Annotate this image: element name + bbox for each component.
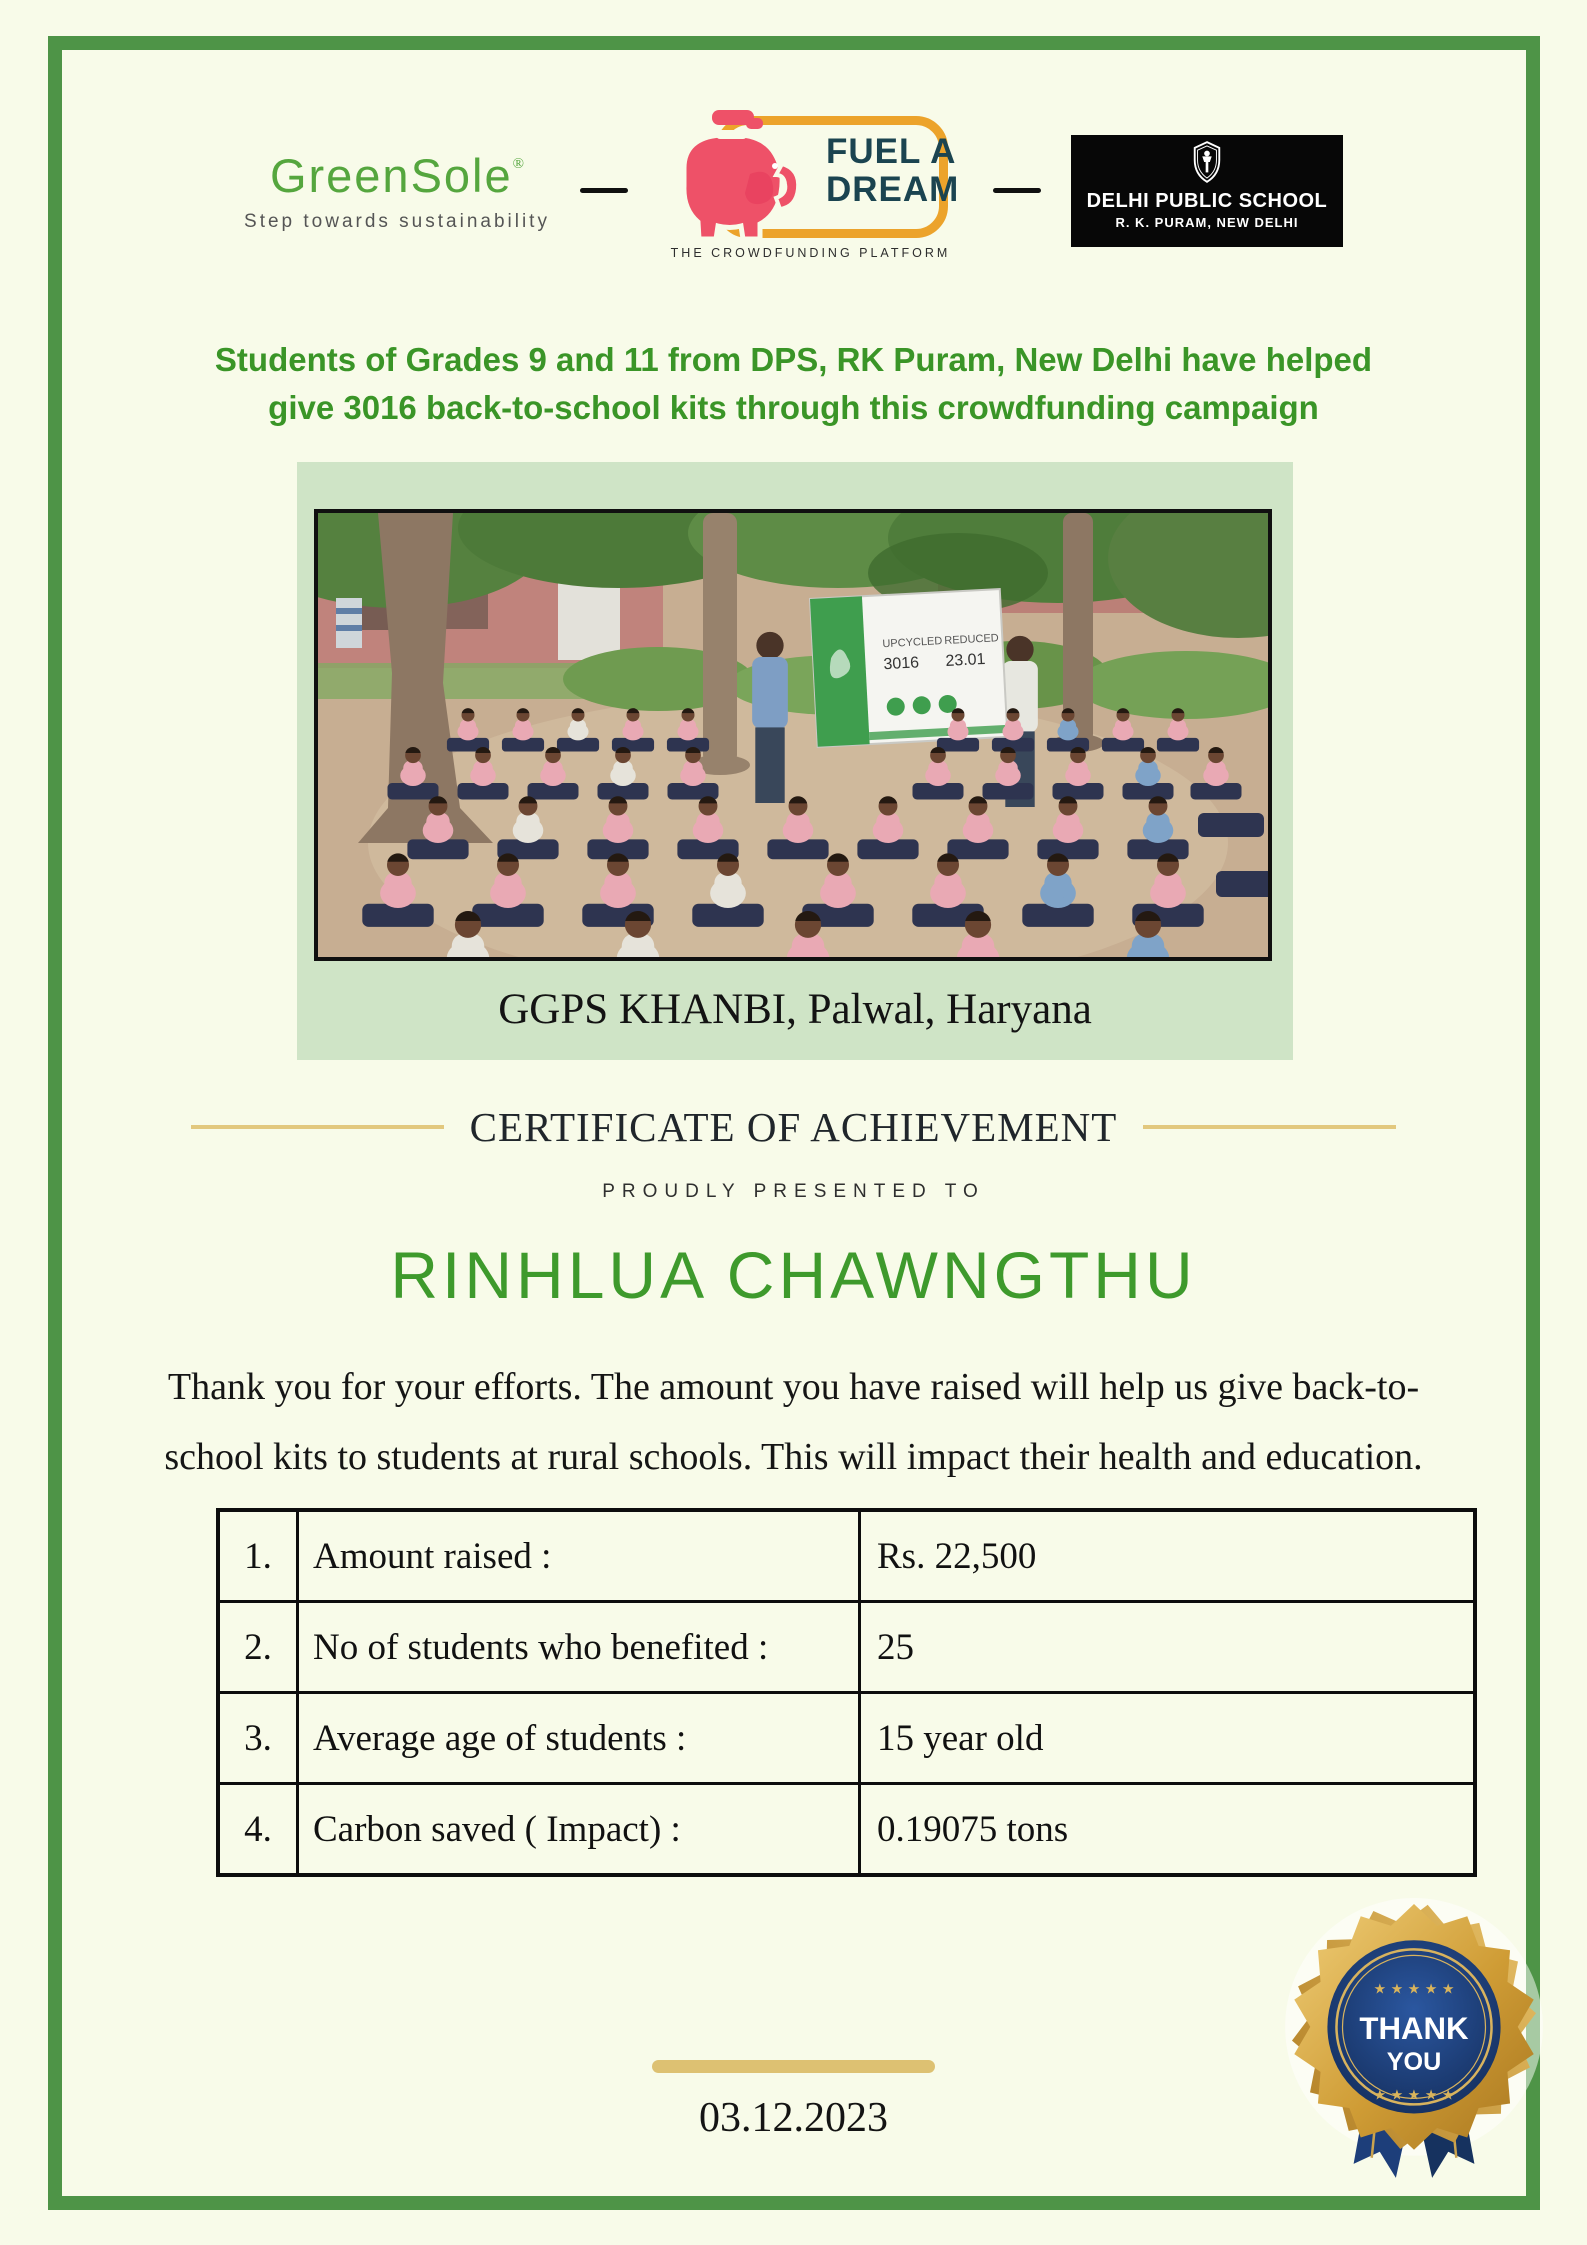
dps-shield-icon <box>1190 141 1224 183</box>
photo-caption: GGPS KHANBI, Palwal, Haryana <box>498 986 1092 1033</box>
row-label: Amount raised : <box>298 1510 860 1602</box>
school-photo-illustration <box>318 513 1268 957</box>
elephant-piggybank-icon <box>654 102 829 257</box>
badge-stars-bottom: ★ ★ ★ ★ ★ <box>1373 2087 1455 2104</box>
campaign-banner <box>810 589 1007 747</box>
impact-table <box>216 1508 1477 1877</box>
gold-rule-left <box>191 1125 444 1129</box>
certificate-date: 03.12.2023 <box>699 2095 888 2141</box>
svg-text:REDUCED: REDUCED <box>944 632 1000 648</box>
table-row <box>218 1510 1475 1602</box>
table-row <box>218 1784 1475 1876</box>
message-line1: Thank you for your efforts. The amount you have raised will help us give back-to- <box>167 1366 1420 1408</box>
row-value: Rs. 22,500 <box>860 1510 1476 1602</box>
separator-dash-icon <box>580 188 628 193</box>
photo-panel <box>297 462 1293 1060</box>
badge-text-you: YOU <box>1386 2048 1442 2077</box>
thank-you-message <box>0 1352 1587 1492</box>
row-label: No of students who benefited : <box>298 1602 860 1693</box>
school-photo <box>314 509 1272 961</box>
greensole-wordmark <box>244 148 550 203</box>
logo-row <box>0 108 1587 273</box>
certificate-title: CERTIFICATE OF ACHIEVEMENT <box>469 1104 1118 1150</box>
row-value: 25 <box>860 1602 1476 1693</box>
fueladream-title-line2: DREAM <box>825 170 960 209</box>
row-number: 4. <box>218 1784 298 1876</box>
svg-text:3016: 3016 <box>883 654 920 674</box>
table-row <box>218 1602 1475 1693</box>
thank-you-badge <box>1283 1898 1545 2190</box>
row-number: 1. <box>218 1510 298 1602</box>
greensole-name: GreenSole <box>269 149 513 202</box>
fueladream-tagline: THE CROWDFUNDING PLATFORM <box>670 246 951 260</box>
dps-logo <box>1071 135 1343 247</box>
row-label: Average age of students : <box>298 1693 860 1784</box>
badge-text-thank: THANK <box>1359 2010 1469 2046</box>
dps-name: DELHI PUBLIC SCHOOL <box>1086 189 1328 212</box>
headline-line2: give 3016 back-to-school kits through this crowdfunding campaign <box>268 389 1319 426</box>
separator-dash-icon <box>993 188 1041 193</box>
row-value: 0.19075 tons <box>860 1784 1476 1876</box>
greensole-logo <box>244 148 550 233</box>
recipient-name: RINHLUA CHAWNGTHU <box>390 1238 1197 1312</box>
row-number: 2. <box>218 1602 298 1693</box>
headline-line1: Students of Grades 9 and 11 from DPS, RK Puram, New Delhi have helped <box>214 341 1373 378</box>
gold-divider <box>652 2060 935 2073</box>
greensole-tagline: Step towards sustainability <box>244 211 550 232</box>
certificate-title-row <box>0 1103 1587 1151</box>
fueladream-title-line1: FUEL A <box>825 132 957 171</box>
presented-to-label: PROUDLY PRESENTED TO <box>602 1181 985 1202</box>
row-value: 15 year old <box>860 1693 1476 1784</box>
fueladream-logo <box>658 108 963 273</box>
svg-text:UPCYCLED: UPCYCLED <box>882 635 943 651</box>
badge-stars-top: ★ ★ ★ ★ ★ <box>1373 1981 1455 1998</box>
gold-rule-right <box>1143 1125 1396 1129</box>
campaign-headline <box>0 336 1587 432</box>
registered-mark: ® <box>512 156 525 172</box>
message-line2: school kits to students at rural schools. This will impact their health and education. <box>164 1436 1423 1478</box>
row-label: Carbon saved ( Impact) : <box>298 1784 860 1876</box>
dps-location: R. K. PURAM, NEW DELHI <box>1115 214 1299 230</box>
table-row <box>218 1693 1475 1784</box>
svg-text:23.01: 23.01 <box>945 650 986 670</box>
row-number: 3. <box>218 1693 298 1784</box>
